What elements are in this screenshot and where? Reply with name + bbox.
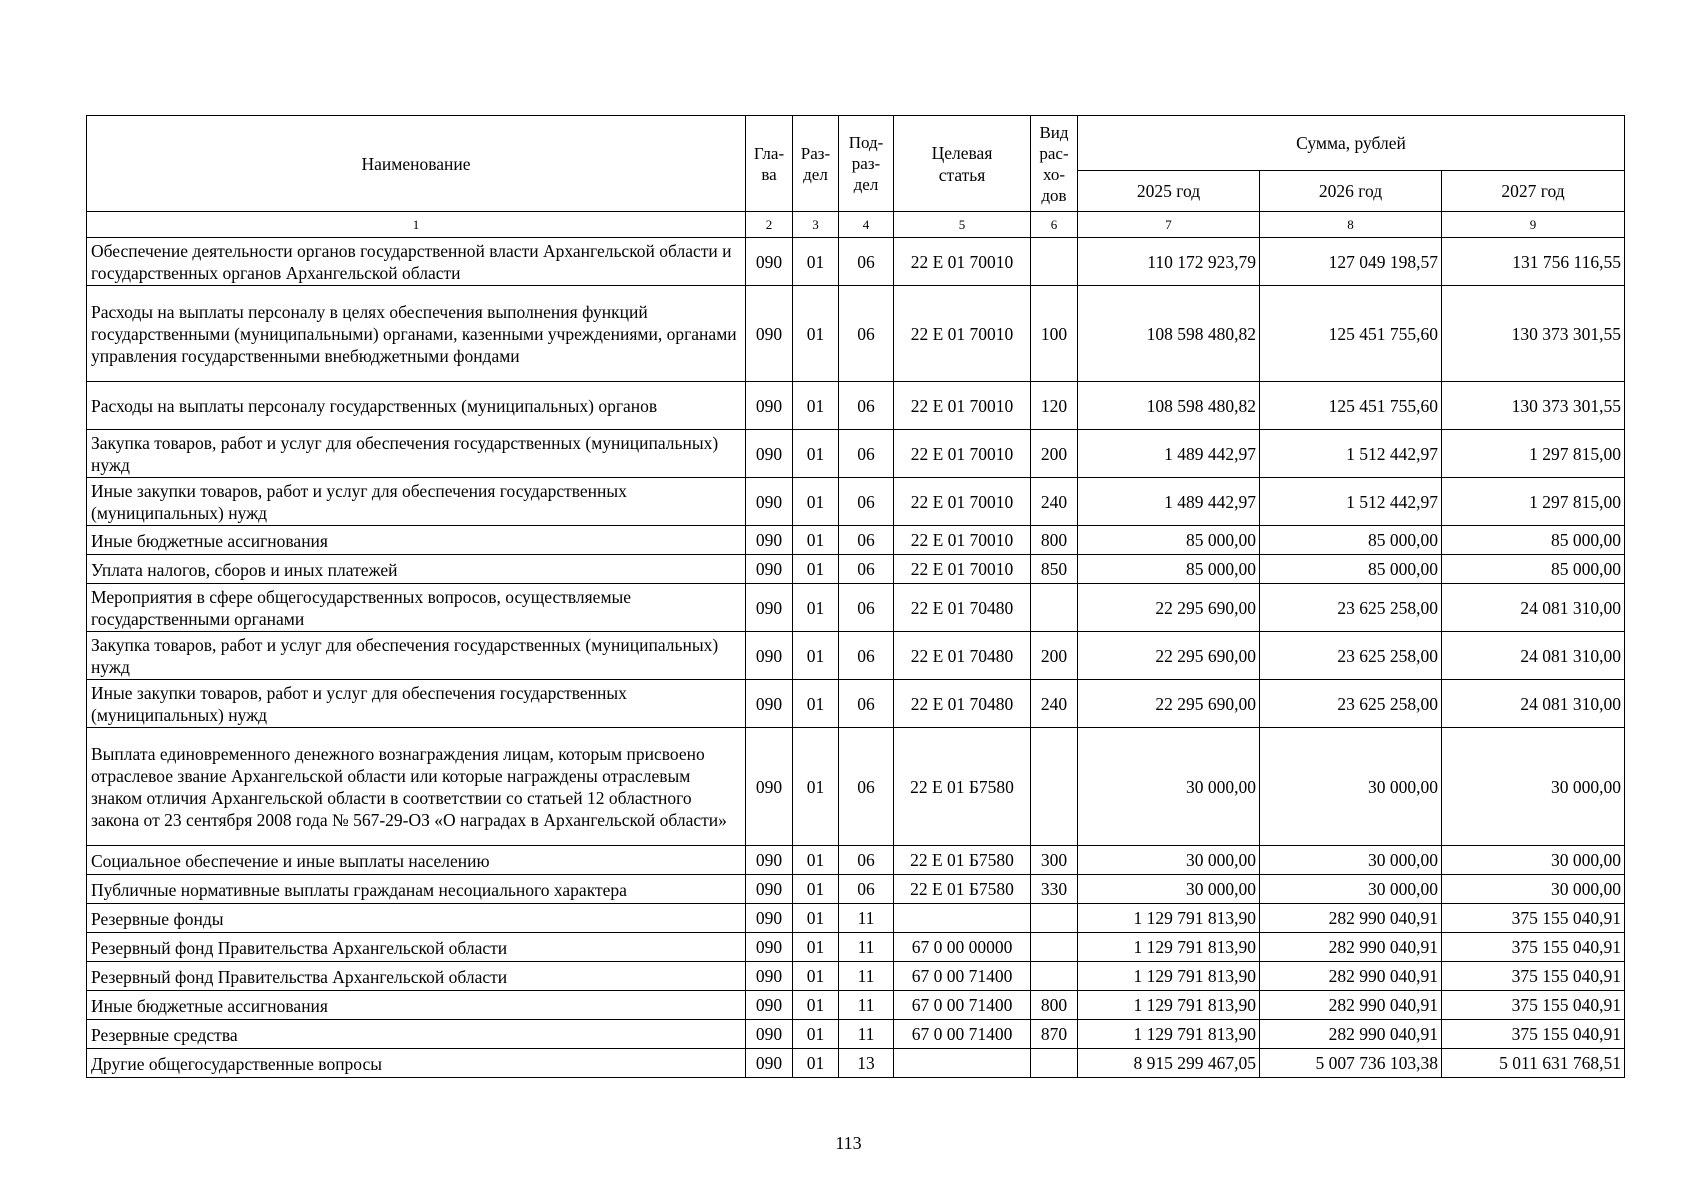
row-vid-rashodov (1031, 238, 1078, 286)
row-vid-rashodov: 200 (1031, 632, 1078, 680)
row-podrazdel: 11 (839, 1020, 894, 1049)
row-sum-2025: 1 129 791 813,90 (1078, 962, 1260, 991)
row-sum-2027: 375 155 040,91 (1442, 962, 1625, 991)
row-vid-rashodov: 800 (1031, 991, 1078, 1020)
row-vid-rashodov: 300 (1031, 846, 1078, 875)
header-name: Наименование (87, 116, 746, 212)
row-razdel: 01 (793, 584, 839, 632)
row-name: Иные закупки товаров, работ и услуг для обеспечения государственных (муниципальных) нужд (87, 478, 746, 526)
row-sum-2025: 1 129 791 813,90 (1078, 904, 1260, 933)
row-glava: 090 (746, 1020, 793, 1049)
row-sum-2027: 85 000,00 (1442, 555, 1625, 584)
row-glava: 090 (746, 238, 793, 286)
row-vid-rashodov: 240 (1031, 478, 1078, 526)
header-razdel: Раз- дел (793, 116, 839, 212)
row-sum-2027: 24 081 310,00 (1442, 632, 1625, 680)
row-sum-2026: 5 007 736 103,38 (1260, 1049, 1442, 1078)
row-sum-2025: 85 000,00 (1078, 526, 1260, 555)
row-podrazdel: 11 (839, 904, 894, 933)
budget-table (86, 115, 1625, 1078)
row-sum-2025: 22 295 690,00 (1078, 680, 1260, 728)
row-razdel: 01 (793, 1049, 839, 1078)
row-glava: 090 (746, 1049, 793, 1078)
row-vid-rashodov: 240 (1031, 680, 1078, 728)
row-vid-rashodov (1031, 584, 1078, 632)
row-sum-2025: 30 000,00 (1078, 875, 1260, 904)
row-celevaya-statya: 22 Е 01 70480 (894, 680, 1031, 728)
row-name: Выплата единовременного денежного вознаграждения лицам, которым присвоено отраслевое звание Архангельской области или которые награждены отраслевым знаком отличия Архангельской области в соответствии со статьей 12 областного закона от 23 сентября 2008 года № 567-29-ОЗ «О наградах в Архангельской области» (87, 728, 746, 846)
row-glava: 090 (746, 526, 793, 555)
row-celevaya-statya: 22 Е 01 Б7580 (894, 846, 1031, 875)
row-razdel: 01 (793, 478, 839, 526)
row-razdel: 01 (793, 632, 839, 680)
row-sum-2026: 30 000,00 (1260, 875, 1442, 904)
row-sum-2027: 30 000,00 (1442, 846, 1625, 875)
row-sum-2025: 1 129 791 813,90 (1078, 933, 1260, 962)
row-sum-2027: 130 373 301,55 (1442, 382, 1625, 430)
row-name: Резервный фонд Правительства Архангельской области (87, 962, 746, 991)
row-sum-2026: 127 049 198,57 (1260, 238, 1442, 286)
row-vid-rashodov (1031, 1049, 1078, 1078)
row-glava: 090 (746, 991, 793, 1020)
row-razdel: 01 (793, 382, 839, 430)
row-sum-2025: 22 295 690,00 (1078, 584, 1260, 632)
row-celevaya-statya: 22 Е 01 70010 (894, 286, 1031, 382)
table-row (87, 526, 1625, 555)
row-name: Мероприятия в сфере общегосударственных вопросов, осуществляемые государственными органами (87, 584, 746, 632)
header-podrazdel: Под- раз- дел (839, 116, 894, 212)
row-celevaya-statya: 22 Е 01 70010 (894, 526, 1031, 555)
row-sum-2025: 110 172 923,79 (1078, 238, 1260, 286)
row-celevaya-statya: 22 Е 01 70010 (894, 238, 1031, 286)
row-celevaya-statya: 67 0 00 71400 (894, 962, 1031, 991)
row-celevaya-statya: 67 0 00 71400 (894, 1020, 1031, 1049)
row-name: Резервные средства (87, 1020, 746, 1049)
row-name: Другие общегосударственные вопросы (87, 1049, 746, 1078)
row-sum-2027: 130 373 301,55 (1442, 286, 1625, 382)
row-podrazdel: 06 (839, 680, 894, 728)
col-number: 1 (87, 212, 746, 238)
row-celevaya-statya (894, 904, 1031, 933)
table-row (87, 584, 1625, 632)
row-razdel: 01 (793, 680, 839, 728)
row-celevaya-statya: 22 Е 01 Б7580 (894, 875, 1031, 904)
row-podrazdel: 06 (839, 430, 894, 478)
header-2026: 2026 год (1260, 171, 1442, 212)
row-sum-2026: 282 990 040,91 (1260, 991, 1442, 1020)
row-sum-2027: 1 297 815,00 (1442, 430, 1625, 478)
row-razdel: 01 (793, 962, 839, 991)
col-number: 7 (1078, 212, 1260, 238)
header-2025: 2025 год (1078, 171, 1260, 212)
row-name: Закупка товаров, работ и услуг для обеспечения государственных (муниципальных) нужд (87, 632, 746, 680)
row-sum-2027: 24 081 310,00 (1442, 584, 1625, 632)
row-celevaya-statya (894, 1049, 1031, 1078)
row-razdel: 01 (793, 430, 839, 478)
row-sum-2026: 30 000,00 (1260, 728, 1442, 846)
row-podrazdel: 11 (839, 933, 894, 962)
row-razdel: 01 (793, 933, 839, 962)
row-glava: 090 (746, 382, 793, 430)
row-vid-rashodov (1031, 933, 1078, 962)
table-row (87, 1020, 1625, 1049)
table-row (87, 478, 1625, 526)
row-glava: 090 (746, 286, 793, 382)
row-podrazdel: 13 (839, 1049, 894, 1078)
row-celevaya-statya: 22 Е 01 70480 (894, 632, 1031, 680)
row-sum-2025: 1 129 791 813,90 (1078, 991, 1260, 1020)
row-vid-rashodov (1031, 962, 1078, 991)
row-podrazdel: 06 (839, 555, 894, 584)
col-number: 2 (746, 212, 793, 238)
column-number-row (87, 212, 1625, 238)
row-glava: 090 (746, 904, 793, 933)
row-glava: 090 (746, 933, 793, 962)
table-row (87, 728, 1625, 846)
budget-table-container (86, 115, 1624, 1078)
row-name: Публичные нормативные выплаты гражданам несоциального характера (87, 875, 746, 904)
table-row (87, 555, 1625, 584)
row-name: Обеспечение деятельности органов государственной власти Архангельской области и государственных органов Архангельской области (87, 238, 746, 286)
table-row (87, 1049, 1625, 1078)
row-razdel: 01 (793, 904, 839, 933)
table-row (87, 904, 1625, 933)
row-celevaya-statya: 22 Е 01 Б7580 (894, 728, 1031, 846)
row-razdel: 01 (793, 555, 839, 584)
row-glava: 090 (746, 680, 793, 728)
row-podrazdel: 06 (839, 584, 894, 632)
row-sum-2027: 30 000,00 (1442, 875, 1625, 904)
row-celevaya-statya: 22 Е 01 70480 (894, 584, 1031, 632)
table-row (87, 430, 1625, 478)
row-sum-2026: 125 451 755,60 (1260, 286, 1442, 382)
row-sum-2025: 108 598 480,82 (1078, 382, 1260, 430)
row-podrazdel: 06 (839, 875, 894, 904)
row-razdel: 01 (793, 846, 839, 875)
col-number: 6 (1031, 212, 1078, 238)
row-podrazdel: 06 (839, 286, 894, 382)
row-podrazdel: 06 (839, 478, 894, 526)
table-row (87, 846, 1625, 875)
table-row (87, 286, 1625, 382)
row-celevaya-statya: 67 0 00 71400 (894, 991, 1031, 1020)
row-sum-2027: 1 297 815,00 (1442, 478, 1625, 526)
table-row (87, 382, 1625, 430)
row-sum-2027: 375 155 040,91 (1442, 991, 1625, 1020)
row-podrazdel: 06 (839, 238, 894, 286)
row-sum-2026: 125 451 755,60 (1260, 382, 1442, 430)
row-podrazdel: 06 (839, 728, 894, 846)
row-name: Иные бюджетные ассигнования (87, 526, 746, 555)
row-razdel: 01 (793, 286, 839, 382)
row-sum-2027: 375 155 040,91 (1442, 933, 1625, 962)
row-sum-2027: 30 000,00 (1442, 728, 1625, 846)
table-row (87, 875, 1625, 904)
row-sum-2026: 85 000,00 (1260, 526, 1442, 555)
row-celevaya-statya: 22 Е 01 70010 (894, 382, 1031, 430)
row-podrazdel: 06 (839, 632, 894, 680)
row-podrazdel: 06 (839, 846, 894, 875)
row-glava: 090 (746, 962, 793, 991)
row-vid-rashodov: 800 (1031, 526, 1078, 555)
header-2027: 2027 год (1442, 171, 1625, 212)
row-vid-rashodov: 850 (1031, 555, 1078, 584)
table-row (87, 933, 1625, 962)
row-podrazdel: 11 (839, 991, 894, 1020)
row-sum-2026: 282 990 040,91 (1260, 1020, 1442, 1049)
row-razdel: 01 (793, 875, 839, 904)
row-glava: 090 (746, 728, 793, 846)
row-glava: 090 (746, 632, 793, 680)
page-number: 113 (835, 1133, 862, 1153)
row-glava: 090 (746, 430, 793, 478)
row-name: Расходы на выплаты персоналу в целях обеспечения выполнения функций государственными (муниципальными) органами, казенными учреждениями, органами управления государственными внебюджетными фондами (87, 286, 746, 382)
row-sum-2026: 282 990 040,91 (1260, 962, 1442, 991)
row-celevaya-statya: 22 Е 01 70010 (894, 478, 1031, 526)
col-number: 8 (1260, 212, 1442, 238)
row-sum-2025: 30 000,00 (1078, 846, 1260, 875)
row-vid-rashodov: 200 (1031, 430, 1078, 478)
row-sum-2025: 8 915 299 467,05 (1078, 1049, 1260, 1078)
row-sum-2025: 85 000,00 (1078, 555, 1260, 584)
row-celevaya-statya: 22 Е 01 70010 (894, 555, 1031, 584)
row-name: Резервные фонды (87, 904, 746, 933)
row-vid-rashodov: 120 (1031, 382, 1078, 430)
row-sum-2026: 85 000,00 (1260, 555, 1442, 584)
row-sum-2026: 282 990 040,91 (1260, 933, 1442, 962)
row-sum-2025: 1 489 442,97 (1078, 430, 1260, 478)
table-row (87, 991, 1625, 1020)
table-row (87, 238, 1625, 286)
row-razdel: 01 (793, 1020, 839, 1049)
row-sum-2026: 282 990 040,91 (1260, 904, 1442, 933)
row-name: Иные бюджетные ассигнования (87, 991, 746, 1020)
row-podrazdel: 06 (839, 526, 894, 555)
row-sum-2027: 24 081 310,00 (1442, 680, 1625, 728)
row-razdel: 01 (793, 238, 839, 286)
col-number: 5 (894, 212, 1031, 238)
table-row (87, 632, 1625, 680)
row-sum-2027: 375 155 040,91 (1442, 904, 1625, 933)
header-summa: Сумма, рублей (1078, 116, 1625, 171)
row-glava: 090 (746, 846, 793, 875)
row-name: Резервный фонд Правительства Архангельской области (87, 933, 746, 962)
row-sum-2025: 1 129 791 813,90 (1078, 1020, 1260, 1049)
row-vid-rashodov: 870 (1031, 1020, 1078, 1049)
row-sum-2026: 1 512 442,97 (1260, 478, 1442, 526)
table-row (87, 680, 1625, 728)
row-vid-rashodov: 100 (1031, 286, 1078, 382)
row-sum-2026: 23 625 258,00 (1260, 584, 1442, 632)
row-name: Закупка товаров, работ и услуг для обеспечения государственных (муниципальных) нужд (87, 430, 746, 478)
row-celevaya-statya: 22 Е 01 70010 (894, 430, 1031, 478)
col-number: 9 (1442, 212, 1625, 238)
row-sum-2027: 131 756 116,55 (1442, 238, 1625, 286)
row-vid-rashodov (1031, 728, 1078, 846)
row-name: Уплата налогов, сборов и иных платежей (87, 555, 746, 584)
header-vid: Вид рас- хо- дов (1031, 116, 1078, 212)
row-glava: 090 (746, 555, 793, 584)
row-vid-rashodov: 330 (1031, 875, 1078, 904)
row-sum-2027: 5 011 631 768,51 (1442, 1049, 1625, 1078)
row-razdel: 01 (793, 728, 839, 846)
row-sum-2026: 23 625 258,00 (1260, 632, 1442, 680)
row-sum-2025: 22 295 690,00 (1078, 632, 1260, 680)
row-sum-2025: 1 489 442,97 (1078, 478, 1260, 526)
row-glava: 090 (746, 875, 793, 904)
row-sum-2026: 30 000,00 (1260, 846, 1442, 875)
row-name: Социальное обеспечение и иные выплаты населению (87, 846, 746, 875)
row-sum-2027: 85 000,00 (1442, 526, 1625, 555)
row-name: Расходы на выплаты персоналу государственных (муниципальных) органов (87, 382, 746, 430)
row-sum-2027: 375 155 040,91 (1442, 1020, 1625, 1049)
header-glava: Гла- ва (746, 116, 793, 212)
row-razdel: 01 (793, 991, 839, 1020)
row-sum-2026: 1 512 442,97 (1260, 430, 1442, 478)
row-razdel: 01 (793, 526, 839, 555)
row-name: Иные закупки товаров, работ и услуг для обеспечения государственных (муниципальных) нужд (87, 680, 746, 728)
row-podrazdel: 06 (839, 382, 894, 430)
row-sum-2025: 108 598 480,82 (1078, 286, 1260, 382)
col-number: 4 (839, 212, 894, 238)
row-glava: 090 (746, 584, 793, 632)
table-row (87, 962, 1625, 991)
row-celevaya-statya: 67 0 00 00000 (894, 933, 1031, 962)
col-number: 3 (793, 212, 839, 238)
row-podrazdel: 11 (839, 962, 894, 991)
row-sum-2025: 30 000,00 (1078, 728, 1260, 846)
header-celevaya: Целевая статья (894, 116, 1031, 212)
row-glava: 090 (746, 478, 793, 526)
table-body (87, 238, 1625, 1078)
row-vid-rashodov (1031, 904, 1078, 933)
row-sum-2026: 23 625 258,00 (1260, 680, 1442, 728)
